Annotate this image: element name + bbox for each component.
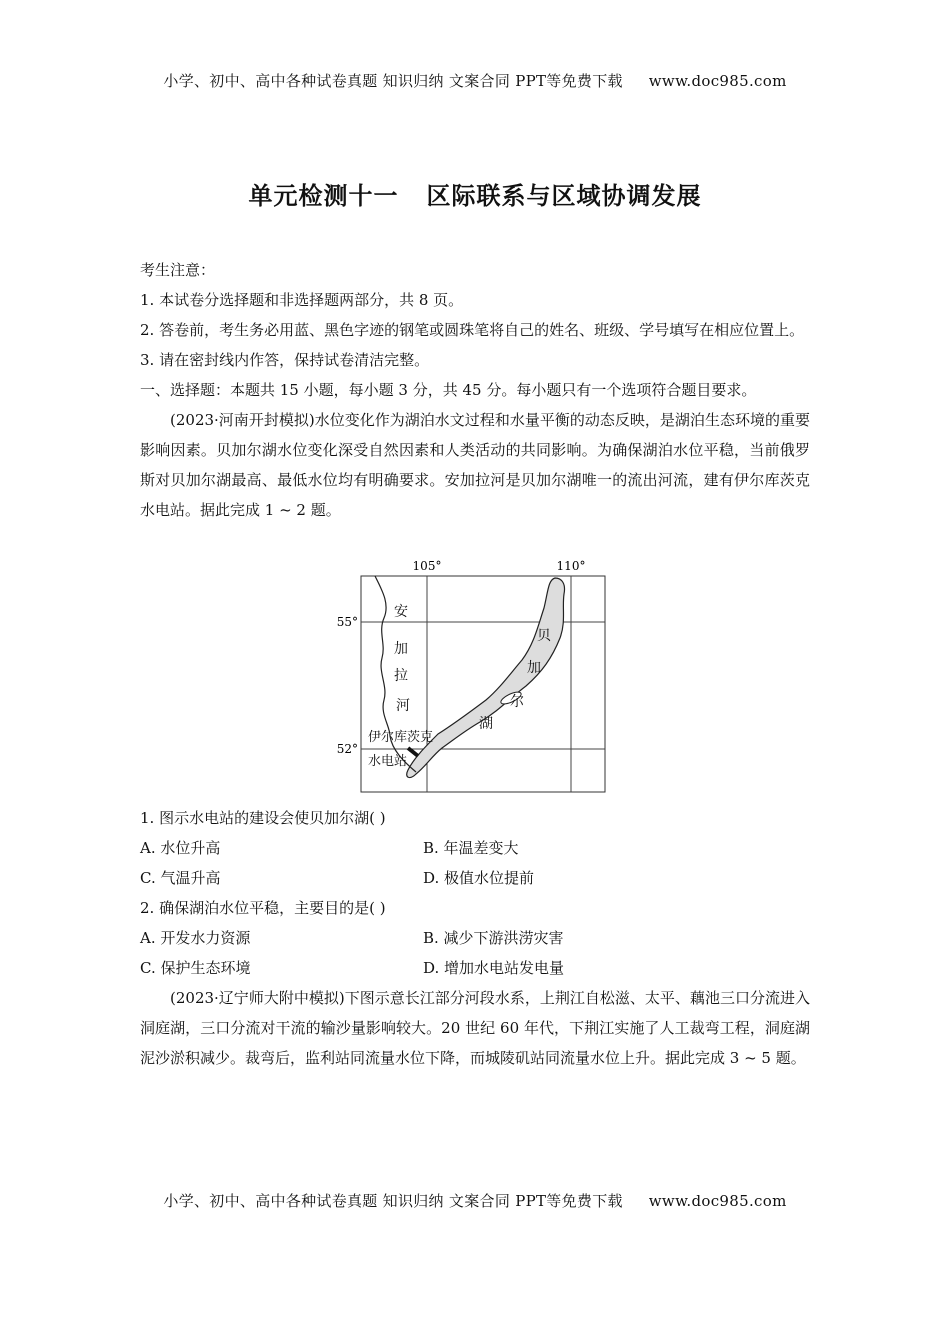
lake-label-char-3: 尔 xyxy=(510,694,524,710)
lat-55-label: 55° xyxy=(336,615,358,629)
q2-stem: 2. 确保湖泊水位平稳，主要目的是( ) xyxy=(140,899,386,917)
q1-option-b: B. 年温差变大 xyxy=(423,839,519,857)
lat-52-label: 52° xyxy=(336,742,358,756)
station-label-line2: 水电站 xyxy=(368,754,408,769)
q1-options-row2 xyxy=(140,863,810,893)
q1-option-d: D. 极值水位提前 xyxy=(423,869,535,887)
notice-item-3: 3. 请在密封线内作答，保持试卷清洁完整。 xyxy=(140,351,430,369)
q1-stem: 1. 图示水电站的建设会使贝加尔湖( ) xyxy=(140,809,386,827)
title-part2: 区际联系与区域协调发展 xyxy=(426,182,702,210)
section-heading: 一、选择题：本题共 15 小题，每小题 3 分，共 45 分。每小题只有一个选项符合题目要求。 xyxy=(140,381,757,399)
lake-label-char-2: 加 xyxy=(527,660,541,676)
q2-options-row2 xyxy=(140,953,810,983)
q1-option-c: C. 气温升高 xyxy=(140,869,221,887)
station-label-line1: 伊尔库茨克 xyxy=(368,730,434,745)
lake-label-char-1: 贝 xyxy=(537,628,551,644)
q2-option-b: B. 减少下游洪涝灾害 xyxy=(423,929,564,947)
notice-item-2: 2. 答卷前，考生务必用蓝、黑色字迹的钢笔或圆珠笔将自己的姓名、班级、学号填写在相应位置上。 xyxy=(140,321,805,339)
q2-option-a: A. 开发水力资源 xyxy=(140,929,251,947)
passage-1: (2023·河南开封模拟)水位变化作为湖泊水文过程和水量平衡的动态反映，是湖泊生态环境的重要影响因素。贝加尔湖水位变化深受自然因素和人类活动的共同影响。为确保湖泊水位平稳，当前俄罗斯对贝加尔湖最高、最低水位均有明确要求。安加拉河是贝加尔湖唯一的流出河流，建有伊尔库茨克水电站。据此完成 1 ~ 2 题。 xyxy=(140,411,810,519)
notice-item-1: 1. 本试卷分选择题和非选择题两部分，共 8 页。 xyxy=(140,291,464,309)
river-label-char-3: 拉 xyxy=(394,668,408,684)
q1-option-a: A. 水位升高 xyxy=(140,839,221,857)
lon-110-label: 110° xyxy=(556,560,586,573)
river-label-char-4: 河 xyxy=(396,698,410,714)
q2-option-c: C. 保护生态环境 xyxy=(140,959,251,977)
river-label-char-2: 加 xyxy=(394,641,408,657)
q1-options-row1 xyxy=(140,833,810,863)
lon-105-label: 105° xyxy=(412,560,442,573)
notice-heading: 考生注意： xyxy=(140,261,216,279)
title-part1: 单元检测十一 xyxy=(248,182,399,210)
q2-options-row1 xyxy=(140,923,810,953)
q2-option-d: D. 增加水电站发电量 xyxy=(423,959,565,977)
header-url[interactable]: www.doc985.com xyxy=(648,72,787,90)
footer-url[interactable]: www.doc985.com xyxy=(648,1192,787,1210)
river-label-char-1: 安 xyxy=(394,604,408,620)
page-title xyxy=(0,176,950,211)
footer-text: 小学、初中、高中各种试卷真题 知识归纳 文案合同 PPT等免费下载 xyxy=(163,1192,623,1210)
baikal-map xyxy=(330,560,610,800)
page-header xyxy=(0,70,950,91)
questions-block xyxy=(140,803,810,1073)
header-text: 小学、初中、高中各种试卷真题 知识归纳 文案合同 PPT等免费下载 xyxy=(163,72,623,90)
passage-2: (2023·辽宁师大附中模拟)下图示意长江部分河段水系，上荆江自松滋、太平、藕池三口分流进入洞庭湖，三口分流对干流的输沙量影响较大。20 世纪 60 年代，下荆江实施了人工裁弯工程，洞庭湖泥沙淤积减少。裁弯后，监利站同流量水位下降，而城陵矶站同流量水位上升。据此完成 3 ~ 5 题。 xyxy=(140,989,810,1067)
notice-block xyxy=(140,255,810,525)
lake-label-char-4: 湖 xyxy=(479,716,493,732)
page-footer xyxy=(0,1190,950,1211)
